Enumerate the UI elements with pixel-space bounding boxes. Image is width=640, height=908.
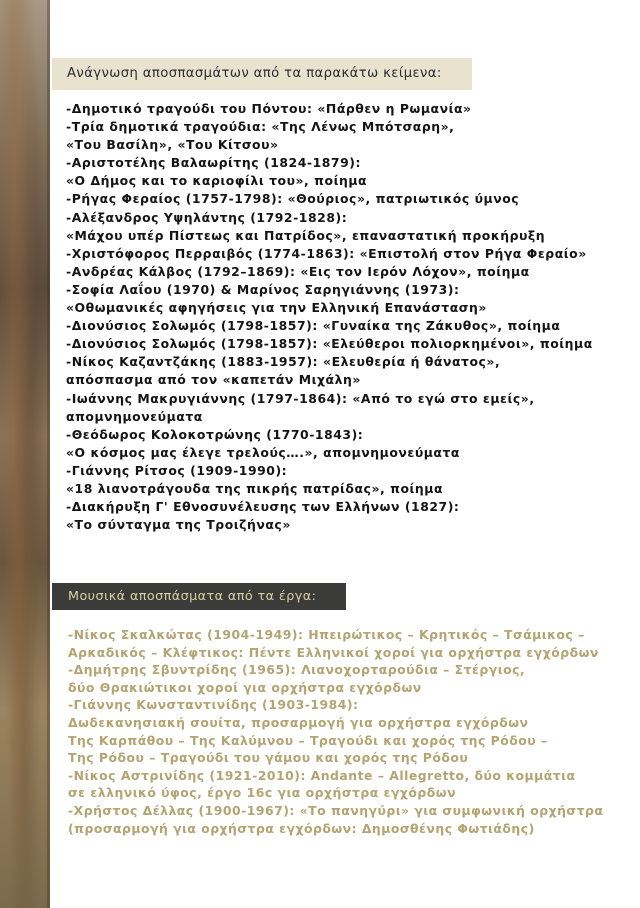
music-line: δύο Θρακιώτικοι χοροί για ορχήστρα εγχόρδων bbox=[68, 679, 422, 695]
reading-line: -Τρία δημοτικά τραγούδια: «Της Λένως Μπότσαρη», bbox=[66, 119, 455, 135]
music-line: -Δημήτρης Σβυντρίδης (1965): Λιανοχορταρούδια – Στέργιος, bbox=[68, 662, 526, 678]
readings-heading: Ανάγνωση αποσπασμάτων από τα παρακάτω κείμενα: bbox=[52, 58, 472, 90]
reading-line: -Ρήγας Φεραίος (1757-1798): «Θούριος», πατριωτικός ύμνος bbox=[66, 191, 520, 207]
music-line: (προσαρμογή για ορχήστρα εγχόρδων: Δημοσθένης Φωτιάδης) bbox=[68, 820, 535, 836]
music-line: -Χρήστος Δέλλας (1900-1967): «Το πανηγύρι» για συμφωνική ορχήστρα bbox=[68, 802, 604, 818]
reading-line: «Ο κόσμος μας έλεγε τρελούς….», απομνημονεύματα bbox=[66, 444, 460, 460]
reading-line: απομνημονεύματα bbox=[66, 408, 203, 424]
reading-line: -Αλέξανδρος Υψηλάντης (1792-1828): bbox=[66, 209, 348, 225]
music-line: -Γιάννης Κωνσταντινίδης (1903-1984): bbox=[68, 697, 359, 713]
reading-line: «Το σύνταγμα της Τροιζήνας» bbox=[66, 517, 291, 533]
music-line: σε ελληνικό ύφος, έργο 16c για ορχήστρα εγχόρδων bbox=[68, 785, 457, 801]
reading-line: -Δημοτικό τραγούδι του Πόντου: «Πάρθεν η Ρωμανία» bbox=[66, 101, 472, 116]
reading-line: -Χριστόφορος Περραιβός (1774-1863): «Επιστολή στον Ρήγα Φεραίο» bbox=[66, 245, 587, 261]
reading-line: «Μάχου υπέρ Πίστεως και Πατρίδος», επαναστατική προκήρυξη bbox=[66, 227, 546, 243]
music-list bbox=[68, 626, 603, 837]
reading-line: «18 λιανοτράγουδα της πικρής πατρίδας», ποίημα bbox=[66, 480, 444, 496]
reading-line: -Γιάννης Ρίτσος (1909-1990): bbox=[66, 462, 288, 478]
side-painting-image bbox=[0, 0, 50, 908]
reading-line: «Οθωμανικές αφηγήσεις για την Ελληνική Επανάσταση» bbox=[66, 300, 487, 316]
reading-line: -Αριστοτέλης Βαλαωρίτης (1824-1879): bbox=[66, 155, 361, 171]
reading-line: -Ανδρέας Κάλβος (1792–1869): «Εις τον Ιερόν Λόχον», ποίημα bbox=[66, 263, 530, 279]
music-heading: Μουσικά αποσπάσματα από τα έργα: bbox=[52, 583, 346, 610]
reading-line: -Διονύσιος Σολωμός (1798-1857): «Ελεύθεροι πολιορκημένοι», ποίημα bbox=[66, 336, 593, 352]
reading-line: «Του Βασίλη», «Του Κίτσου» bbox=[66, 137, 279, 153]
reading-line: «Ο Δήμος και το καριοφίλι του», ποίημα bbox=[66, 173, 368, 189]
reading-line: -Νίκος Καζαντζάκης (1883-1957): «Ελευθερία ή θάνατος», bbox=[66, 354, 501, 370]
music-line: Δωδεκανησιακή σουίτα, προσαρμογή για ορχήστρα εγχόρδων bbox=[68, 714, 529, 730]
reading-line: -Ιωάννης Μακρυγιάννης (1797-1864): «Από το εγώ στο εμείς», bbox=[66, 390, 535, 406]
reading-line: -Διακήρυξη Γ' Εθνοσυνέλευσης των Ελλήνων (1827): bbox=[66, 499, 460, 515]
reading-line: -Σοφία Λαΐου (1970) & Μαρίνος Σαρηγιάννης (1973): bbox=[66, 281, 460, 297]
reading-line: απόσπασμα από τον «καπετάν Μιχάλη» bbox=[66, 372, 361, 388]
music-line: -Νίκος Σκαλκώτας (1904-1949): Ηπειρώτικος – Κρητικός – Τσάμικος – bbox=[68, 627, 585, 642]
reading-line: -Θεόδωρος Κολοκοτρώνης (1770-1843): bbox=[66, 426, 364, 442]
music-line: Της Καρπάθου – Της Καλύμνου – Τραγούδι και χορός της Ρόδου – bbox=[68, 732, 548, 748]
reading-line: -Διονύσιος Σολωμός (1798-1857): «Γυναίκα της Ζάκυθος», ποίημα bbox=[66, 318, 561, 334]
music-line: -Νίκος Αστρινίδης (1921-2010): Andante – Allegretto, δύο κομμάτια bbox=[68, 767, 576, 783]
readings-list bbox=[66, 100, 593, 534]
music-line: Της Ρόδου – Τραγούδι του γάμου και χορός της Ρόδου bbox=[68, 750, 469, 766]
music-line: Αρκαδικός – Κλέφτικος: Πέντε Ελληνικοί χοροί για ορχήστρα εγχόρδων bbox=[68, 644, 599, 660]
